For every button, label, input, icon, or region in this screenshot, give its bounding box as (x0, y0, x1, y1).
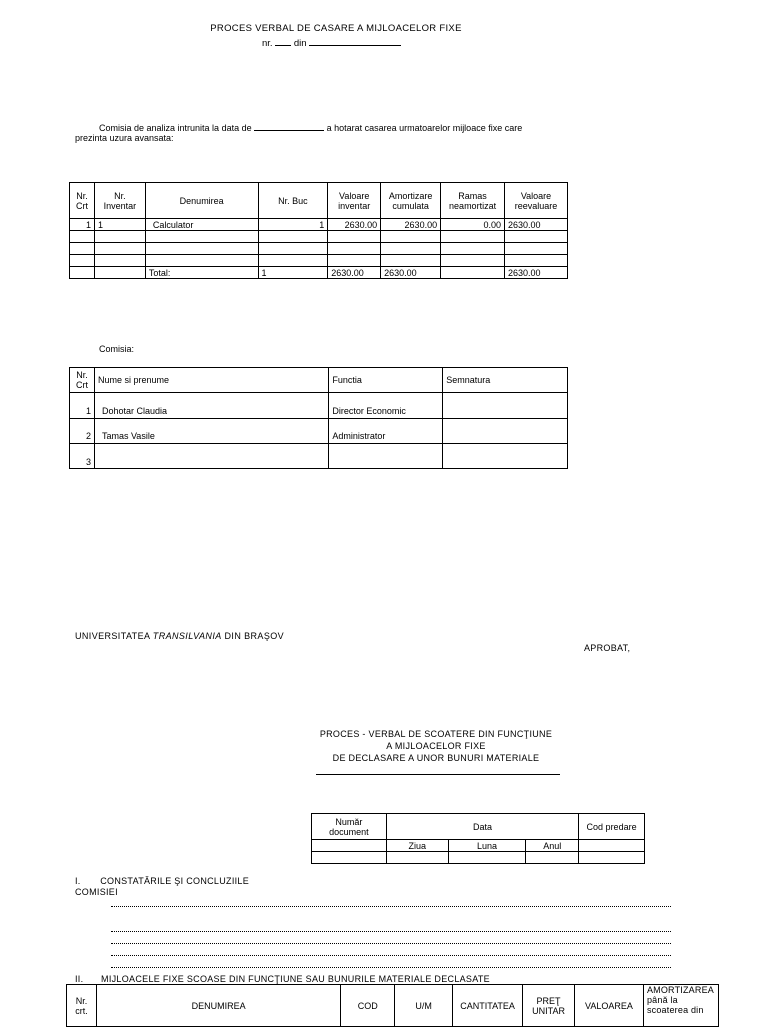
casare-header-row (70, 183, 568, 219)
col-valoarea: VALOAREA (575, 985, 644, 1027)
col-nr-crt: Nr. Crt (70, 183, 95, 219)
table-row (70, 243, 568, 255)
total-amortizare: 2630.00 (381, 267, 441, 279)
total-label: Total: (145, 267, 258, 279)
col-amortizare: Amortizare cumulata (381, 183, 441, 219)
cell (329, 444, 443, 469)
table-row (70, 444, 568, 469)
cell: 2630.00 (505, 219, 568, 231)
col-ramas: Ramas neamortizat (441, 183, 505, 219)
doc1-title: PROCES VERBAL DE CASARE A MIJLOACELOR FIXE (210, 23, 462, 34)
numar-document-header: Număr document (312, 814, 387, 840)
data-header: Data (386, 814, 578, 840)
signature-cell[interactable] (443, 444, 568, 469)
col-cantitatea: CANTITATEA (453, 985, 523, 1027)
comisia-label: Comisia: (99, 344, 135, 354)
section2-title: MIJLOACELE FIXE SCOASE DIN FUNCŢIUNE SAU BUNURILE MATERIALE DECLASATE (101, 974, 490, 984)
section1-title: CONSTATĂRILE ŞI CONCLUZIILE (100, 876, 250, 886)
total-row (70, 267, 568, 279)
din-blank (309, 36, 401, 46)
col-valoare-inventar: Valoare inventar (328, 183, 381, 219)
university-prefix: UNIVERSITATEA (75, 631, 150, 641)
col-um: U/M (395, 985, 453, 1027)
table-row (70, 231, 568, 243)
luna-input[interactable] (448, 852, 526, 864)
col-cod: COD (341, 985, 395, 1027)
university-suffix: DIN BRAŞOV (224, 631, 285, 641)
anul-header: Anul (526, 840, 579, 852)
cell: Administrator (329, 419, 443, 444)
total-buc: 1 (258, 267, 328, 279)
total-reevaluare: 2630.00 (505, 267, 568, 279)
cell: 0.00 (441, 219, 505, 231)
cell: Director Economic (329, 393, 443, 419)
anul-input[interactable] (526, 852, 579, 864)
luna-header: Luna (448, 840, 526, 852)
col-nr-crt: Nr. Crt (70, 368, 95, 393)
col-denumirea: DENUMIREA (96, 985, 340, 1027)
ziua-input[interactable] (386, 852, 448, 864)
comisia-table (69, 367, 568, 469)
cod-predare-header: Cod predare (579, 814, 645, 840)
cell: Dohotar Claudia (94, 393, 328, 419)
dotted-line (111, 931, 671, 932)
mijloace-header-row (67, 985, 719, 1027)
doc-info-header-row (312, 814, 645, 840)
dotted-line (111, 906, 671, 907)
mijloace-fixe-table (66, 984, 719, 1027)
aprobat-label: APROBAT, (584, 643, 631, 653)
dotted-line (111, 967, 671, 968)
cell (312, 840, 387, 852)
total-valoare: 2630.00 (328, 267, 381, 279)
cell: 1 (70, 393, 95, 419)
table-row (70, 219, 568, 231)
title-underline (316, 774, 560, 775)
col-nr-inventar: Nr. Inventar (94, 183, 145, 219)
section1-num: I. (75, 876, 81, 886)
cell: Tamas Vasile (94, 419, 328, 444)
doc2-title-line1: PROCES - VERBAL DE SCOATERE DIN FUNCŢIUNE (319, 729, 553, 739)
doc1-number-line (262, 36, 401, 49)
cell: 1 (70, 219, 95, 231)
col-semnatura: Semnatura (443, 368, 568, 393)
section2-heading (75, 974, 490, 984)
col-valoare-reevaluare: Valoare reevaluare (505, 183, 568, 219)
cell: 2630.00 (328, 219, 381, 231)
intro-part2: a hotarat casarea urmatoarelor mijloace fixe care (326, 123, 523, 133)
cell (579, 840, 645, 852)
col-denumirea: Denumirea (145, 183, 258, 219)
doc-info-value-row (312, 852, 645, 864)
cell (94, 444, 328, 469)
col-pret-unitar: PREŢ UNITAR (523, 985, 575, 1027)
intro-part1: Comisia de analiza intrunita la data de (99, 123, 252, 133)
doc1-intro (99, 121, 522, 133)
signature-cell[interactable] (443, 419, 568, 444)
numar-document-input[interactable] (312, 852, 387, 864)
ziua-header: Ziua (386, 840, 448, 852)
cell: 2630.00 (381, 219, 441, 231)
comisia-header-row (70, 368, 568, 393)
cell: 2 (70, 419, 95, 444)
nr-label: nr. (262, 38, 273, 49)
col-amortizarea: AMORTIZAREA până la scoaterea din (643, 985, 718, 1027)
col-nr-crt: Nr. crt. (67, 985, 97, 1027)
section1-heading-line2: COMISIEI (75, 887, 118, 897)
date-blank (254, 121, 324, 131)
doc2-title-line2: A MIJLOACELOR FIXE (386, 741, 486, 751)
university-name (75, 631, 284, 641)
table-row (70, 255, 568, 267)
signature-cell[interactable] (443, 393, 568, 419)
table-row (70, 419, 568, 444)
university-name-italic: TRANSILVANIA (152, 631, 222, 641)
document-info-table (311, 813, 645, 864)
doc-info-subheader-row (312, 840, 645, 852)
table-row (70, 393, 568, 419)
cell: 3 (70, 444, 95, 469)
col-nume: Nume si prenume (94, 368, 328, 393)
dotted-line (111, 943, 671, 944)
din-label: din (293, 38, 307, 49)
doc2-title-line3: DE DECLASARE A UNOR BUNURI MATERIALE (332, 753, 540, 763)
doc1-intro-line2: prezinta uzura avansata: (75, 133, 174, 143)
cell: Calculator (145, 219, 258, 231)
section2-num: II. (75, 974, 84, 984)
cell: 1 (94, 219, 145, 231)
cod-predare-input[interactable] (579, 852, 645, 864)
nr-blank (275, 36, 291, 46)
dotted-line (111, 955, 671, 956)
casare-table (69, 182, 568, 279)
section1-heading (75, 876, 249, 886)
col-functia: Functia (329, 368, 443, 393)
cell: 1 (258, 219, 328, 231)
col-nr-buc: Nr. Buc (258, 183, 328, 219)
